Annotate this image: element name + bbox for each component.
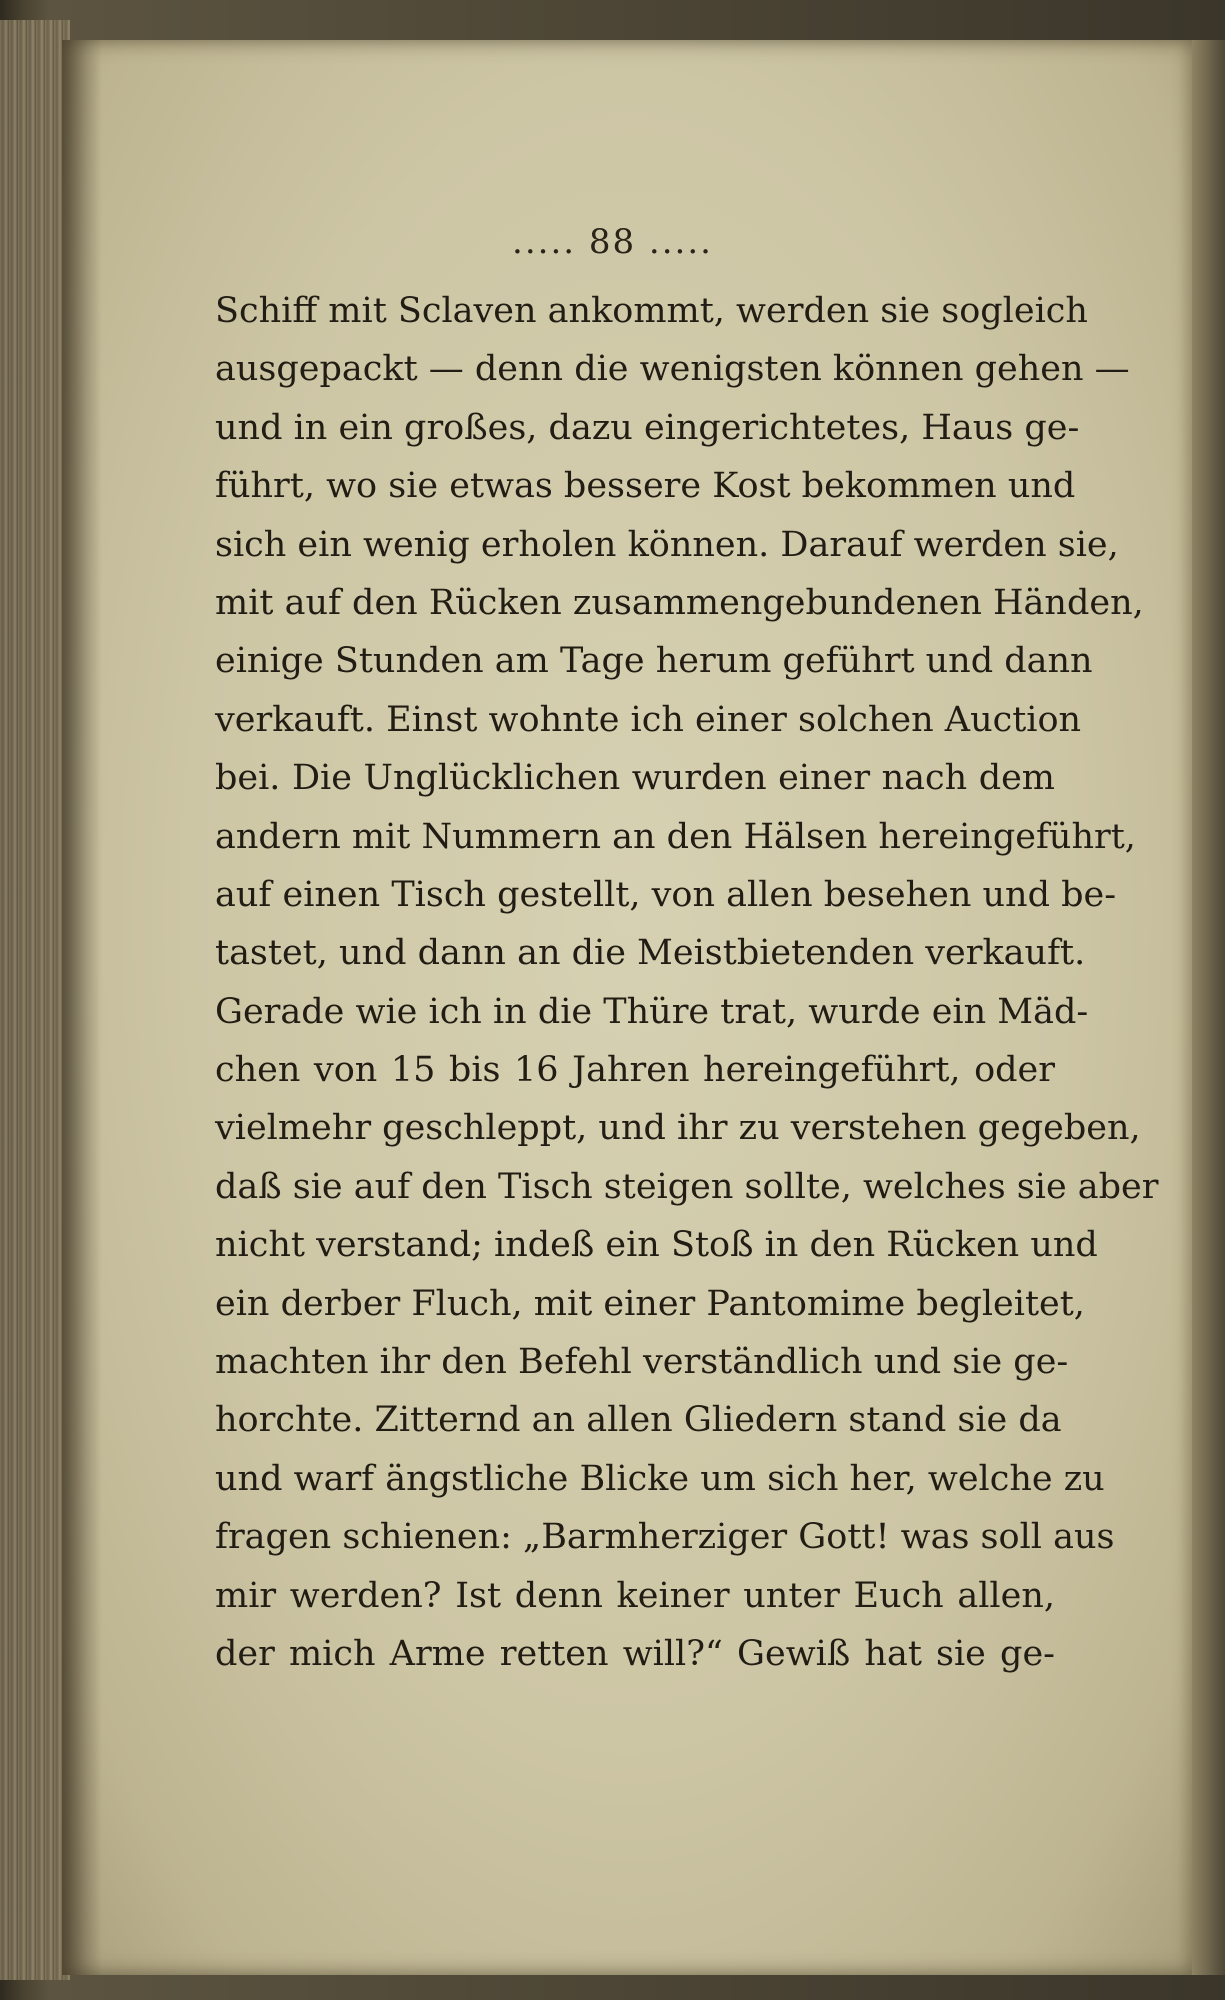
text-line-19: machten ihr den Befehl verständlich und sie ge-	[215, 1342, 1069, 1383]
text-line-20: horchte. Zitternd an allen Gliedern stand sie da	[215, 1400, 1062, 1441]
text-line-12: tastet, und dann an die Meistbietenden verkauft.	[215, 933, 1086, 974]
left-page-stack	[0, 20, 70, 1980]
text-line-9: bei. Die Unglücklichen wurden einer nach dem	[215, 758, 1055, 799]
text-line-13: Gerade wie ich in die Thüre trat, wurde ein Mäd-	[215, 991, 1089, 1032]
text-line-8: verkauft. Einst wohnte ich einer solchen Auction	[215, 699, 1082, 740]
text-line-10: andern mit Nummern an den Hälsen hereingeführt,	[215, 816, 1136, 857]
text-line-4: führt, wo sie etwas bessere Kost bekommen und	[215, 466, 1076, 507]
text-line-11: auf einen Tisch gestellt, von allen besehen und be-	[215, 874, 1117, 915]
text-line-24: der mich Arme retten will?“ Gewiß hat sie ge-	[215, 1633, 1055, 1674]
body-text	[215, 282, 1159, 1683]
page-gutter-shadow	[62, 40, 102, 1975]
text-line-2: ausgepackt — denn die wenigsten können gehen —	[215, 349, 1130, 390]
text-line-18: ein derber Fluch, mit einer Pantomime begleitet,	[215, 1283, 1085, 1324]
text-line-6: mit auf den Rücken zusammengebundenen Händen,	[215, 582, 1144, 623]
text-line-15: vielmehr geschleppt, und ihr zu verstehen gegeben,	[215, 1108, 1141, 1149]
text-line-3: und in ein großes, dazu eingerichtetes, Haus ge-	[215, 407, 1080, 448]
text-line-17: nicht verstand; indeß ein Stoß in den Rücken und	[215, 1225, 1098, 1266]
text-line-7: einige Stunden am Tage herum geführt und dann	[215, 641, 1093, 682]
text-line-1: Schiff mit Sclaven ankommt, werden sie sogleich	[215, 291, 1088, 331]
text-line-14: chen von 15 bis 16 Jahren hereingeführt, oder	[215, 1050, 1055, 1091]
text-line-22: fragen schienen: „Barmherziger Gott! was soll aus	[215, 1517, 1115, 1558]
page-number: ..... 88 .....	[512, 222, 713, 262]
right-page-edge	[1192, 40, 1225, 1975]
text-line-23: mir werden? Ist denn keiner unter Euch allen,	[215, 1575, 1055, 1616]
text-line-16: daß sie auf den Tisch steigen sollte, welches sie aber	[215, 1166, 1159, 1207]
text-line-21: und warf ängstliche Blicke um sich her, welche zu	[215, 1458, 1105, 1499]
text-line-5: sich ein wenig erholen können. Darauf werden sie,	[215, 524, 1119, 565]
